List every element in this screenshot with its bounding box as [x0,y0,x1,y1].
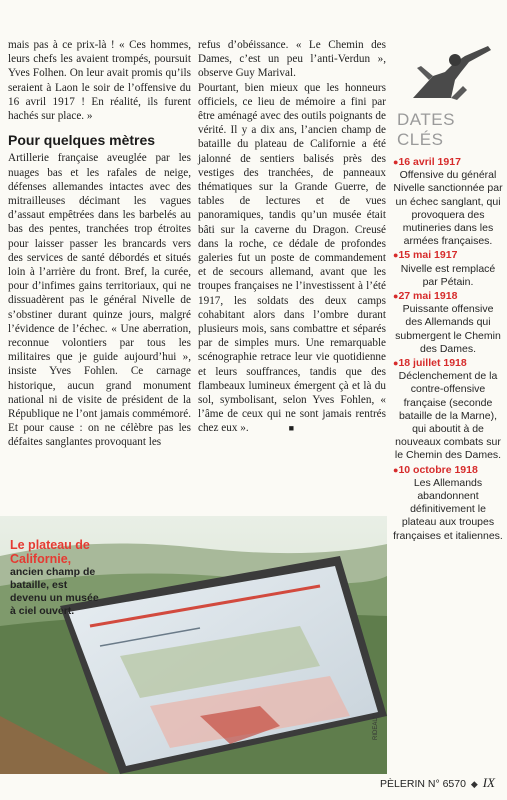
key-dates-sidebar [393,36,503,544]
column-1 [8,38,191,450]
col2-paragraph-2-text: Pourtant, bien mieux que les honneurs officiels, ce lieu de mémoire a fini par être aménagé avec des outils poignants de vérité. Il y a dix ans, l’ancien champ de bataille du plateau de Californie a été jalonné de sentiers balisés près des vestiges des tranchées, de panneaux thématiques sur la Grande Guerre, de tables de lectures et de vues panoramiques, tandis qu’un musée était bâti sur la caverne du Dragon. Creusé dans la roche, ce dédale de profondes galeries fut un poste de commandement et de secours allemand, avant que les troupes françaises ne l’investissent à l’été 1917, les soldats des deux camps cohabitant alors dans l’ombre durant plusieurs mois, sans combattre et séparés par de simples murs. Une remarquable scénographie retrace leur vie quotidienne et leurs souffrances, tandis que des flambeaux lumineux émergent çà et là du sol, symbolisant, selon Yves Fohlen, « l’âme de ceux qui ne sont jamais rentrés chez eux ». [198,81,386,435]
entry-date: ● 10 octobre 1918 [393,464,503,477]
col2-paragraph-2 [198,81,386,436]
col2-paragraph-1: refus d’obéissance. « Le Chemin des Dames, c’est un peu l’anti-Verdun », observe Guy Marival. [198,39,386,80]
entry-description: Offensive du général Nivelle sanctionnée par un échec sanglant, qui provoquera des mutineries dans les armées françaises. [393,169,503,248]
photo-caption [10,538,100,618]
caption-body: ancien champ de bataille, est devenu un musée à ciel ouvert. [10,566,99,617]
magazine-issue: PÈLERIN N° 6570 [380,778,466,790]
entry-date: ● 16 avril 1917 [393,156,503,169]
diamond-separator: ◆ [470,779,478,789]
entry-date: ● 15 mai 1917 [393,249,503,262]
photo-credit: RIDEAU [373,717,379,740]
column-2 [198,38,386,436]
entry-date: ● 18 juillet 1918 [393,357,503,370]
entry-description: Puissante offensive des Allemands qui submergent le Chemin des Dames. [395,303,501,355]
date-entry [393,464,503,543]
page-footer [380,775,495,791]
section-heading: Pour quelques mètres [8,132,156,149]
date-entry [393,249,503,289]
soldier-statue-illustration [393,36,503,106]
entry-description: Les Allemands abandonnent définitivement le plateau aux troupes françaises et italiennes. [393,476,503,542]
date-entry [393,156,503,248]
end-of-article-mark: ■ [288,423,295,434]
sidebar-title: DATES CLÉS [397,110,455,149]
page-number: IX [482,775,495,790]
entry-description: Déclenchement de la contre-offensive française (seconde bataille de la Marne), qui aboutit à de nouveaux combats sur le Chemin des Dames. [394,370,502,462]
date-entry [393,290,503,356]
caption-title: Le plateau de Californie, [10,538,90,566]
col1-paragraph-2: Artillerie française aveuglée par les nuages bas et les rafales de neige, défenses allemandes intactes avec des mitrailleuses décimant les vagues d’assaut empêtrées dans les barbelés au bas des pentes, tranchées trop étroites pour laisser passer les brancards vers des services de santé débordés et situés loin à l’arrière du front. Bref, la curée, pour d’infimes gains territoriaux, qui ne dissuadèrent pas le général Nivelle de s’obstiner durant quinze jours, malgré l’évidence de l’échec. « Une aberration, reconnue volontiers par tous les militaires que je guide aujourd’hui », insiste Yves Fohlen. Ce carnage historique, aucun grand monument national ni de visite de président de la République ne l’ont jamais commémoré. Et pour cause : on ne célèbre pas les défaites sanglantes provoquant les [8,152,191,449]
entry-date: ● 27 mai 1918 [393,290,503,303]
date-entry [393,357,503,463]
col1-paragraph-1: mais pas à ce prix-là ! « Ces hommes, leurs chefs les avaient trompés, poursuit Yves Folhen. On leur avait promis qu’ils seraient à Laon le soir de l’offensive du 16 avril 1917 ! En réalité, ils furent hachés sur place. » [8,39,191,123]
entry-description: Nivelle est remplacé par Pétain. [400,262,496,288]
